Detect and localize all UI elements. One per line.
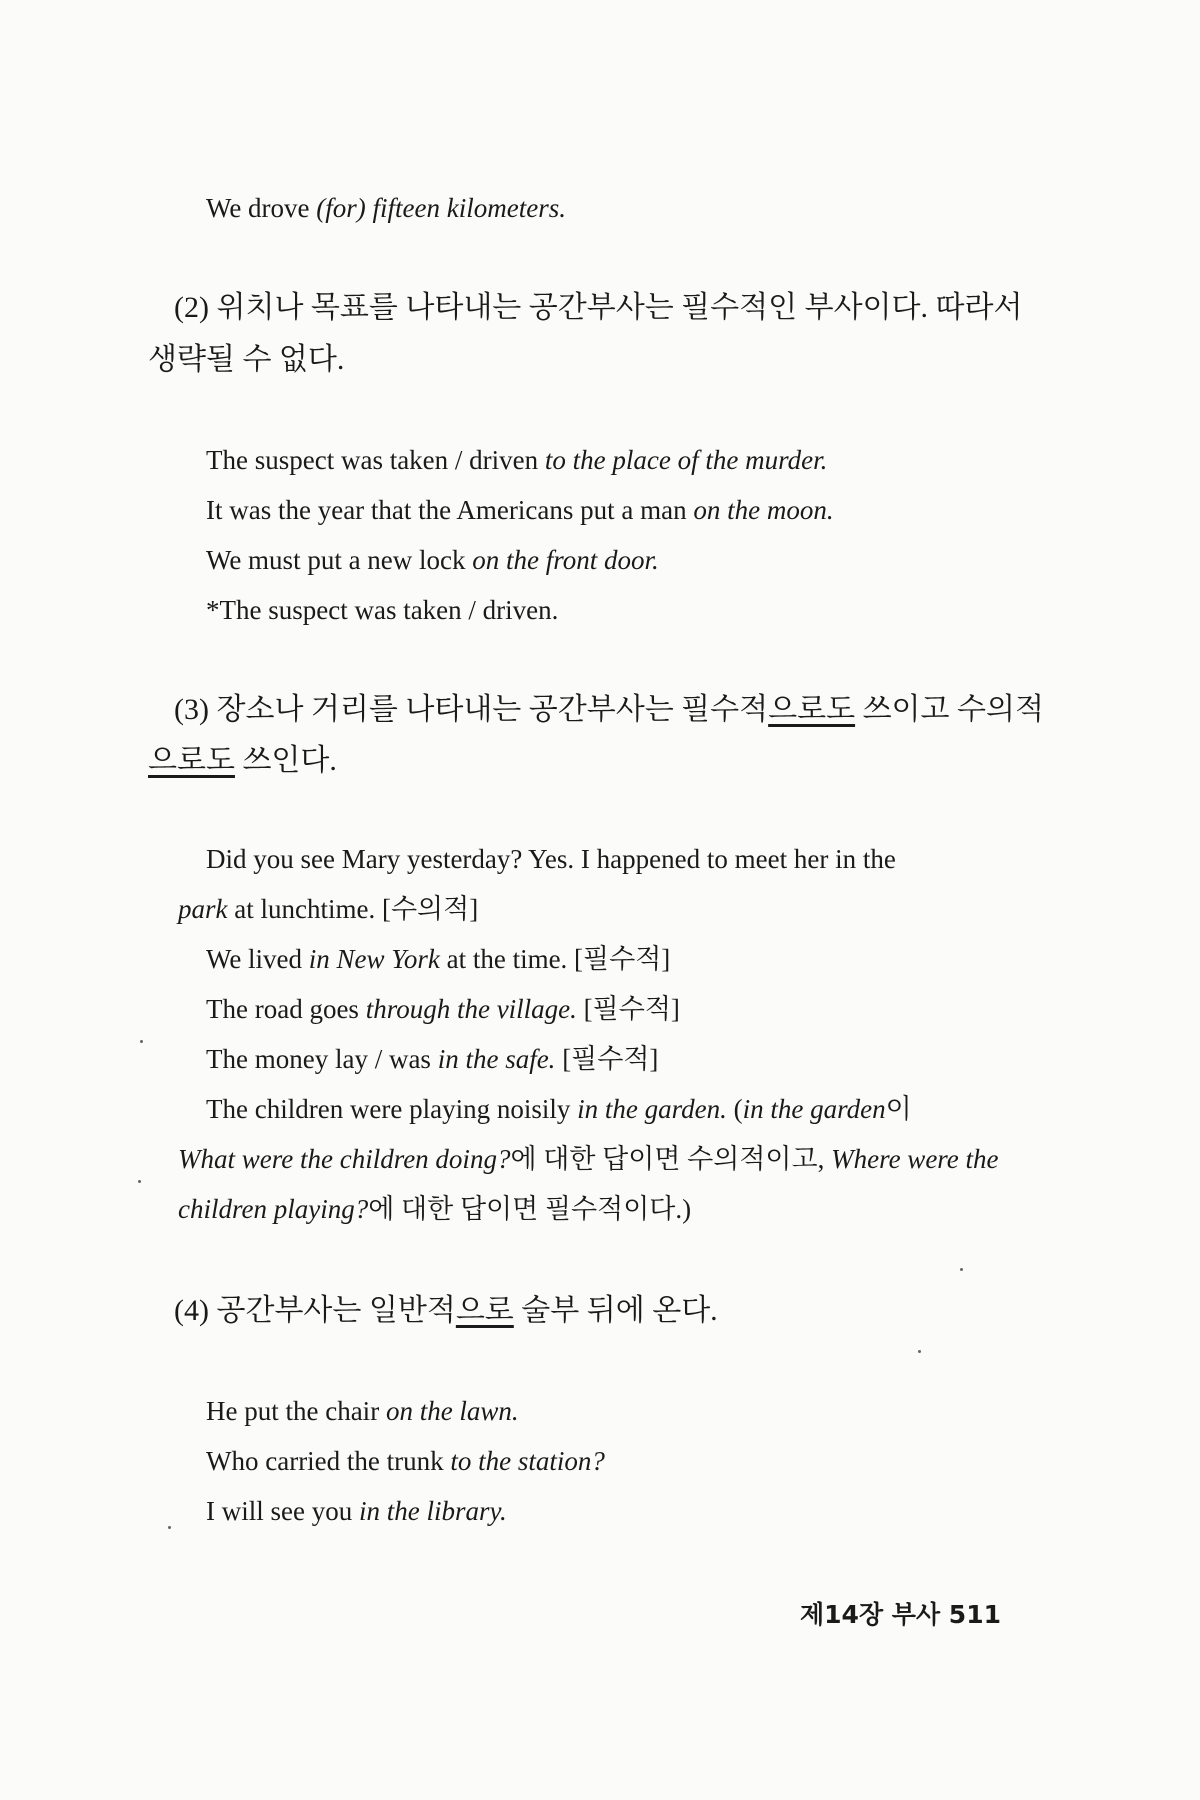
example-line xyxy=(206,497,834,524)
text: 으로도 xyxy=(148,744,235,777)
text: He put the chair xyxy=(206,1396,386,1426)
text: Who carried the trunk xyxy=(206,1446,451,1476)
text: in the garden. xyxy=(577,1094,727,1124)
text: 술부 뒤에 온다. xyxy=(513,1294,718,1327)
example-line xyxy=(178,1196,691,1223)
text: 에 대한 답이면 수의적이고, xyxy=(510,1144,832,1174)
text: What were the children doing? xyxy=(178,1144,511,1174)
text: (for) xyxy=(316,193,366,223)
example-line xyxy=(206,846,896,873)
text: in the library. xyxy=(358,1496,507,1526)
text: in the garden xyxy=(742,1094,886,1124)
example-line xyxy=(206,1498,507,1525)
text: on the front door. xyxy=(472,545,659,575)
text: children playing? xyxy=(178,1194,369,1224)
example-line xyxy=(206,447,827,474)
section-2-heading: (2) 위치나 목표를 나타내는 공간부사는 필수적인 부사이다. 따라서 xyxy=(174,291,1023,324)
text: 으로도 xyxy=(768,693,856,726)
text: [필수적] xyxy=(555,1044,659,1074)
example-line xyxy=(206,1398,519,1425)
text: 이 xyxy=(885,1094,912,1124)
scan-speck xyxy=(140,1040,143,1043)
example-line xyxy=(206,996,680,1023)
text: Where were the xyxy=(831,1144,999,1174)
example-line xyxy=(178,1146,999,1173)
text: We drove xyxy=(206,193,317,223)
example-line xyxy=(206,946,670,973)
text: 으로 xyxy=(455,1294,514,1327)
text: fifteen kilometers. xyxy=(372,193,566,223)
example-line xyxy=(206,1046,658,1073)
text: [필수적] xyxy=(576,994,680,1024)
page-footer: 제14장 부사 511 xyxy=(800,1600,1001,1629)
text xyxy=(366,193,373,223)
example-line xyxy=(206,1096,912,1123)
section-4-heading xyxy=(174,1296,718,1326)
text: on the moon. xyxy=(693,495,834,525)
text: The money lay / was xyxy=(206,1044,438,1074)
text: I will see you xyxy=(206,1496,359,1526)
text: (3) 장소나 거리를 나타내는 공간부사는 필수적 xyxy=(174,693,769,726)
example-line xyxy=(206,547,659,574)
text: ( xyxy=(726,1094,743,1124)
scan-speck xyxy=(168,1526,171,1529)
section-2-heading-cont: 생략될 수 없다. xyxy=(148,343,345,376)
scan-speck xyxy=(138,1180,141,1183)
example-line xyxy=(206,195,566,222)
text: Did you see Mary yesterday? Yes. I happened to meet her in the xyxy=(206,844,896,874)
example-line xyxy=(206,1448,605,1475)
text: 에 대한 답이면 필수적이다.) xyxy=(368,1194,692,1224)
text: We lived xyxy=(206,944,309,974)
text: in the safe. xyxy=(437,1044,556,1074)
text: to the station? xyxy=(450,1446,605,1476)
text: to the place of the murder. xyxy=(544,445,828,475)
text: at lunchtime. [수의적] xyxy=(227,894,479,924)
text: park xyxy=(178,894,228,924)
text: in New York xyxy=(308,944,440,974)
text: (4) 공간부사는 일반적 xyxy=(174,1294,456,1327)
text: on the lawn. xyxy=(385,1396,519,1426)
text: The children were playing noisily xyxy=(206,1094,578,1124)
section-3-heading xyxy=(174,695,1044,725)
example-line xyxy=(178,896,478,923)
text: The suspect was taken / driven xyxy=(206,445,545,475)
text: The road goes xyxy=(206,994,366,1024)
text: We must put a new lock xyxy=(206,545,473,575)
example-line: *The suspect was taken / driven. xyxy=(206,595,559,625)
section-3-heading-cont xyxy=(148,746,337,776)
scan-speck xyxy=(918,1350,921,1353)
scan-speck xyxy=(960,1268,963,1271)
text: 쓰이고 수의적 xyxy=(855,693,1044,726)
text: through the village. xyxy=(365,994,577,1024)
text: 쓰인다. xyxy=(234,744,337,777)
text: at the time. [필수적] xyxy=(439,944,671,974)
text: It was the year that the Americans put a man xyxy=(206,495,694,525)
